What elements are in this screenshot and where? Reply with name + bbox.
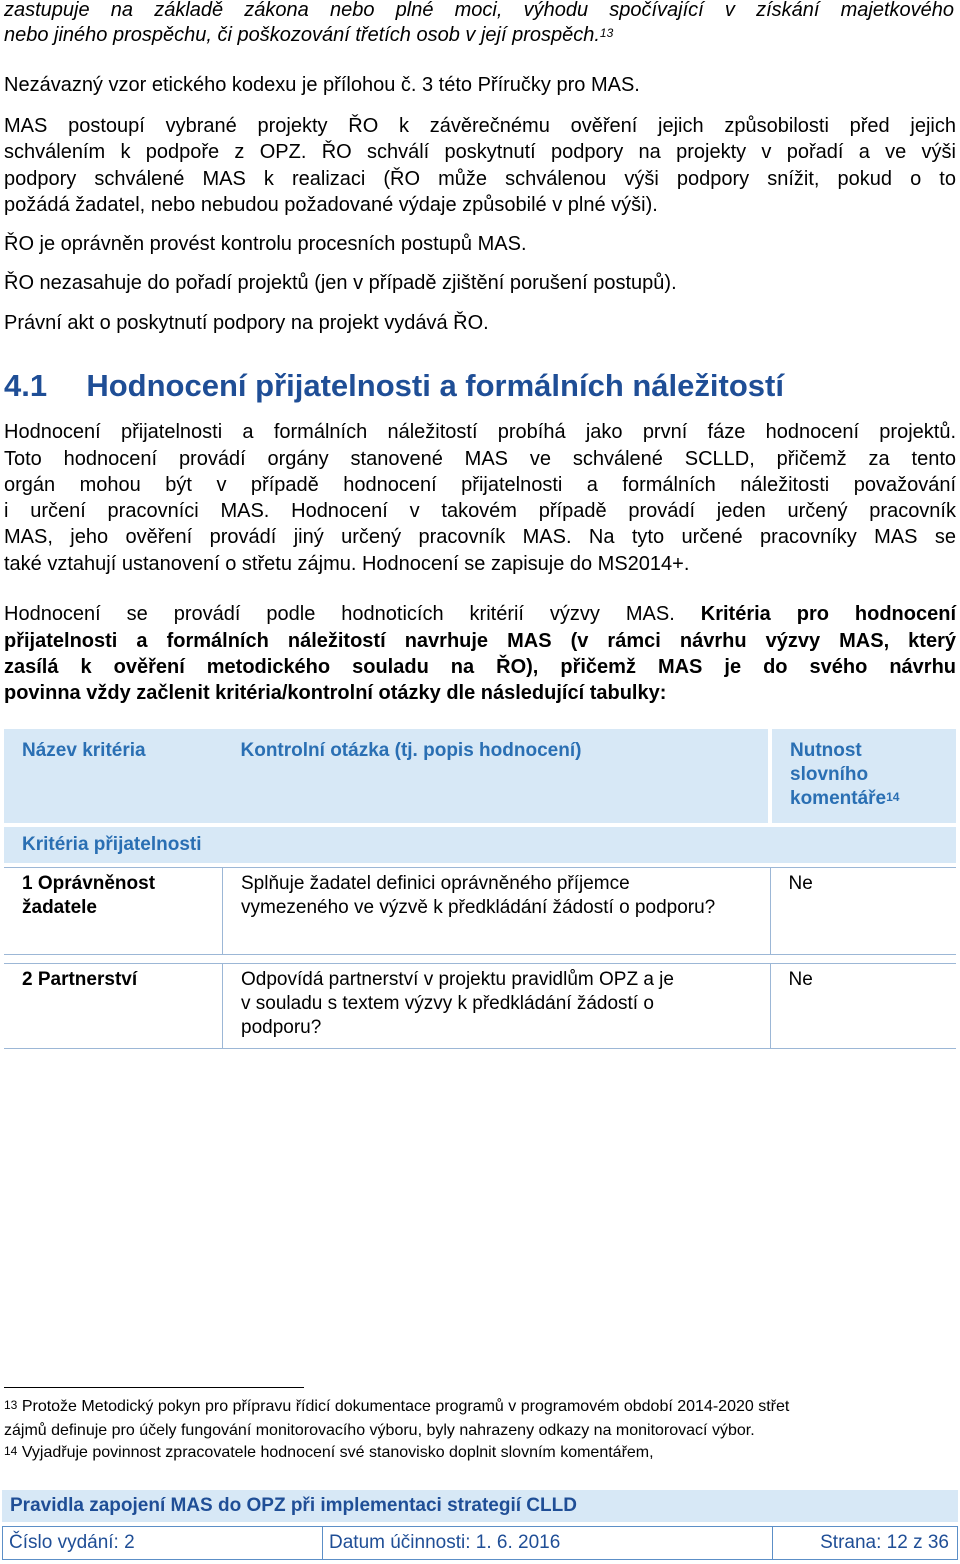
body-text-line: Toto hodnocení provádí orgány stanovené MAS ve schválené SCLLD, přičemž za tento xyxy=(4,448,956,470)
criterion-question-line: v souladu s textem výzvy k předkládání žádostí o xyxy=(241,993,654,1014)
criterion-name-line: 1 Oprávněnost xyxy=(22,873,156,894)
annex-sentence: Nezávazný vzor etického kodexu je přílohou č. 3 této Příručky pro MAS. xyxy=(4,74,640,96)
criterion-name-line: žadatele xyxy=(22,897,97,918)
body-text-line xyxy=(4,22,954,49)
header-comment-line: slovního xyxy=(790,764,869,785)
criterion-question xyxy=(223,964,771,1049)
footer-effective-date: Datum účinnosti: 1. 6. 2016 xyxy=(323,1527,773,1559)
criterion-name xyxy=(4,868,223,955)
table-header-row xyxy=(4,729,956,823)
criterion-comment: Ne xyxy=(788,873,813,894)
body-text-line: také vztahují ustanovení o střetu zájmu. Hodnocení se zapisuje do MS2014+. xyxy=(4,553,690,575)
criterion-comment: Ne xyxy=(788,969,813,990)
table-section-row xyxy=(4,827,956,863)
body-text-line: i určení pracovníci MAS. Hodnocení v takovém případě provádí jeden určený pracovník xyxy=(4,500,956,522)
header-comment-line: Nutnost xyxy=(790,740,862,761)
header-comment xyxy=(770,729,956,823)
section-heading xyxy=(4,368,784,404)
body-text-line: zasílá k ověření metodického souladu na ŘO), přičemž MAS je do svého návrhu xyxy=(4,656,956,678)
control-sentence: ŘO je oprávněn provést kontrolu procesních postupů MAS. xyxy=(4,233,527,255)
body-text-line xyxy=(4,601,956,628)
criterion-question xyxy=(223,868,771,955)
header-name: Název kritéria xyxy=(22,740,146,761)
body-text-line: podpory schválené MAS k realizaci (ŘO může schválenou výši podpory snížit, pokud o to xyxy=(4,168,956,190)
body-text-line: požádá žadatel, nebo nebudou požadované výdaje způsobilé v plné výši). xyxy=(4,194,658,216)
body-text-line: povinna vždy začlenit kritéria/kontrolní otázky dle následující tabulky: xyxy=(4,682,667,704)
criterion-question-line: podporu? xyxy=(241,1017,322,1038)
body-text-line: orgán mohou být v případě hodnocení přijatelnosti a formálních náležitosti považování xyxy=(4,474,956,496)
body-text-fragment-bold: Kritéria pro hodnocení xyxy=(700,603,956,625)
header-comment-line: komentáře xyxy=(790,788,887,809)
body-text-line: MAS, jeho ověření provádí jiný určený pracovník MAS. Na tyto určené pracovníky MAS se xyxy=(4,526,956,548)
body-text-line: přijatelnosti a formálních náležitostí navrhuje MAS (v rámci návrhu výzvy MAS, který xyxy=(4,630,956,652)
order-sentence: ŘO nezasahuje do pořadí projektů (jen v případě zjištění porušení postupů). xyxy=(4,272,677,294)
section-number: 4.1 xyxy=(4,368,48,403)
footnote-14 xyxy=(4,1442,960,1464)
criterion-question-line: vymezeného ve výzvě k předkládání žádostí o podporu? xyxy=(241,897,716,918)
legal-act-sentence: Právní akt o poskytnutí podpory na projekt vydává ŘO. xyxy=(4,312,489,334)
footer-edition: Číslo vydání: 2 xyxy=(3,1527,323,1559)
footnote-ref-13[interactable]: 13 xyxy=(599,26,614,40)
body-text-fragment: nebo jiného prospěchu, či poškozování třetích osob v její prospěch. xyxy=(4,24,600,46)
criterion-question-line: Splňuje žadatel definici oprávněného příjemce xyxy=(241,873,630,894)
criterion-question-line: Odpovídá partnerství v projektu pravidlům OPZ a je xyxy=(241,969,674,990)
body-text-line: zastupuje na základě zákona nebo plné moci, výhodu spočívající v získání majetkového xyxy=(4,0,954,21)
footnote-text: Protože Metodický pokyn pro přípravu řídicí dokumentace programů v programovém období 2014-2020 střet xyxy=(21,1398,790,1415)
table-row xyxy=(4,868,956,955)
footnote-number: 14 xyxy=(4,1444,18,1458)
footer-title: Pravidla zapojení MAS do OPZ při implementaci strategií CLLD xyxy=(2,1490,958,1522)
section-label: Kritéria přijatelnosti xyxy=(22,834,202,855)
footnote-text-line: zájmů definuje pro účely fungování monitorovacího výboru, byly nahrazeny odkazy na monitorovací výbor. xyxy=(4,1422,755,1439)
body-text-line: schválením k podpoře z OPZ. ŘO schválí poskytnutí podpory na projekty v pořadí a ve výši xyxy=(4,141,956,163)
table-row xyxy=(4,964,956,1049)
body-text-line: Hodnocení přijatelnosti a formálních náležitostí probíhá jako první fáze hodnocení projektů. xyxy=(4,421,956,443)
header-question: Kontrolní otázka (tj. popis hodnocení) xyxy=(240,740,582,761)
body-text-fragment: Hodnocení se provádí podle hodnoticích kritérií výzvy MAS. xyxy=(4,603,675,625)
footnote-number: 13 xyxy=(4,1398,18,1412)
section-title: Hodnocení přijatelnosti a formálních náležitostí xyxy=(86,368,784,403)
footnote-13 xyxy=(4,1396,960,1418)
footer-page-number: Strana: 12 z 36 xyxy=(820,1532,949,1553)
footnote-separator xyxy=(4,1387,304,1388)
criterion-name: 2 Partnerství xyxy=(4,964,223,1049)
footnote-text: Vyjadřuje povinnost zpracovatele hodnocení své stanovisko doplnit slovním komentářem, xyxy=(21,1444,654,1461)
footer-bar xyxy=(2,1526,958,1560)
criteria-table xyxy=(4,729,956,1049)
footnote-ref-14[interactable]: 14 xyxy=(886,790,900,804)
body-text-line: MAS postoupí vybrané projekty ŘO k závěrečnému ověření jejich způsobilosti před jejich xyxy=(4,115,956,137)
